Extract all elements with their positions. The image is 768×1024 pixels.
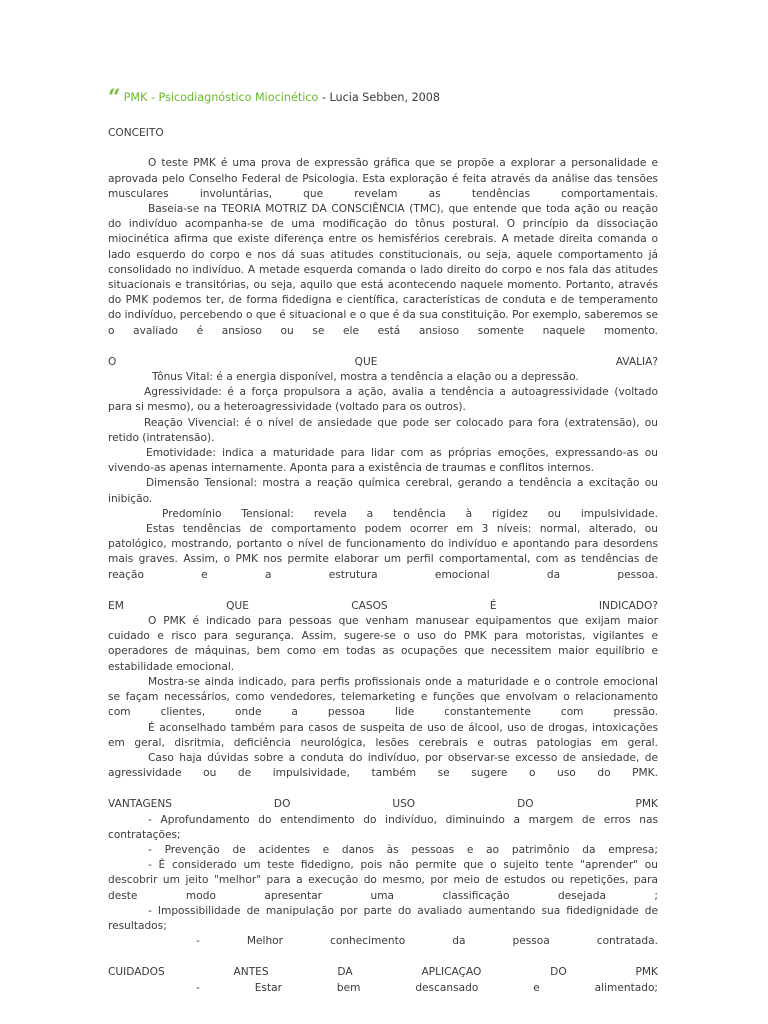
vantagens-item-5: - Melhor conhecimento da pessoa contratada. [196, 935, 658, 948]
heading-o-que-avalia [108, 355, 658, 370]
vantagens-item-1: - Aprofundamento do entendimento do indivíduo, diminuindo a margem de erros nas contratações; [108, 813, 658, 841]
heading-word: O [108, 355, 117, 368]
title-link[interactable]: PMK - Psicodiagnóstico Miocinético [123, 91, 319, 104]
title-author: - Lucia Sebben, 2008 [318, 91, 441, 104]
conceito-paragraph-1: O teste PMK é uma prova de expressão gráfica que se propõe a explorar a personalidade e aprovada pelo Conselho Federal de Psicologia. Esta exploração é feita através da análise das tensões musculares involuntárias, que revelam as tendências comportamentais. [108, 157, 658, 200]
heading-word: ANTES [233, 966, 269, 979]
avalia-dimensao-tensional: Dimensão Tensional: mostra a reação química cerebral, gerando a tendência a excitação ou inibição. [108, 477, 658, 505]
heading-word: DA [337, 966, 353, 979]
heading-word: PMK [635, 966, 658, 979]
cuidados-item-1: - Estar bem descansado e alimentado; [196, 981, 658, 994]
heading-word: QUE [354, 355, 378, 368]
heading-word: DO [273, 798, 291, 811]
heading-vantagens [108, 797, 658, 812]
document-title [108, 85, 658, 111]
heading-word: DO [517, 798, 534, 811]
avalia-emotividade: Emotividade: indica a maturidade para lidar com as próprias emoções, expressando-as ou vivendo-as apenas internamente. Aponta para a existência de traumas e conflitos internos. [108, 447, 658, 475]
heading-word: É [489, 599, 497, 612]
indicado-paragraph-1: O PMK é indicado para pessoas que venham manusear equipamentos que exijam maior cuidado e risco para segurança. Assim, sugere-se o uso do PMK para motoristas, vigilantes e operadores de máquinas, bem como em todas as ocupações que necessitem maior equilíbrio e estabilidade emocional. [108, 615, 658, 673]
indicado-paragraph-2: Mostra-se ainda indicado, para perfis profissionais onde a maturidade e o controle emocional se façam necessários, como vendedores, telemarketing e funções que envolvam o relacionamento com clientes, onde a pessoa lide constantemente com pressão. [108, 675, 658, 719]
heading-cuidados [108, 965, 658, 980]
heading-word: CUIDADOS [108, 966, 165, 979]
heading-word: AVALIA? [615, 355, 658, 368]
heading-word: DO [550, 966, 567, 979]
heading-word: QUE [226, 599, 249, 612]
document-page [108, 86, 658, 996]
heading-conceito: CONCEITO [108, 127, 164, 139]
avalia-agressividade: Agressividade: é a força propulsora a ação, avalia a tendência a autoagressividade (voltado para si mesmo), ou a heteroagressividade (voltado para os outros). [108, 386, 658, 414]
conceito-paragraph-2: Baseia-se na TEORIA MOTRIZ DA CONSCIÊNCIA (TMC), que entende que toda ação ou reação do indivíduo acompanha-se de uma modificação do tônus postural. O princípio da dissociação miocinética afirma que existe diferença entre os hemisférios cerebrais. A metade direita comanda o lado esquerdo do corpo e nos dá suas atitudes constitucionais, ou seja, aquele comportamento já consolidado no indivíduo. A metade esquerda comanda o lado direito do corpo e nos fala das atitudes situacionais e transitórias, ou seja, aquilo que está acontecendo naquele momento. Portanto, através do PMK podemos ter, de forma fidedigna e científica, características de conduta e de temperamento do indivíduo, percebendo o que é situacional e o que é da sua constituição. Por exemplo, saberemos se o avaliado é ansioso ou se ele está ansioso somente naquele momento. [108, 203, 658, 337]
avalia-niveis: Estas tendências de comportamento podem ocorrer em 3 níveis: normal, alterado, ou patológico, mostrando, portanto o nível de funcionamento do indivíduo e apontando para desordens mais graves. Assim, o PMK nos permite elaborar um perfil comportamental, com as tendências de reação e a estrutura emocional da pessoa. [108, 523, 658, 581]
indicado-paragraph-3: É aconselhado também para casos de suspeita de uso de álcool, uso de drogas, intoxicações em geral, disritmia, deficiência neurológica, lesões cerebrais e outras patologias em geral. [108, 721, 658, 749]
indicado-paragraph-4: Caso haja dúvidas sobre a conduta do indivíduo, por observar-se excesso de ansiedade, de agressividade ou de impulsividade, também se sugere o uso do PMK. [108, 751, 658, 780]
vantagens-item-2: - Prevenção de acidentes e danos às pessoas e ao patrimônio da empresa; [148, 843, 658, 856]
heading-word: PMK [635, 798, 658, 811]
vantagens-item-4: - Impossibilidade de manipulação por parte do avaliado aumentando sua fidedignidade de resultados; [108, 904, 658, 932]
heading-indicado [108, 599, 658, 614]
heading-word: INDICADO? [598, 599, 658, 612]
heading-word: CASOS [351, 599, 388, 612]
avalia-tonus-vital: Tônus Vital: é a energia disponível, mostra a tendência a elação ou a depressão. [152, 371, 579, 384]
avalia-reacao-vivencial: Reação Vivencial: é o nível de ansiedade que pode ser colocado para fora (extratensão), ou retido (intratensão). [108, 416, 658, 444]
heading-word: VANTAGENS [108, 798, 173, 811]
heading-word: USO [392, 798, 416, 811]
vantagens-item-3: - É considerado um teste fidedigno, pois não permite que o sujeito tente "aprender" ou descobrir um jeito "melhor" para a execução do mesmo, por meio de estudos ou repetições, para deste modo apresentar uma classificação desejada ; [108, 859, 658, 902]
quote-icon: “ [108, 85, 121, 111]
avalia-predominio-tensional: Predomínio Tensional: revela a tendência à rigidez ou impulsividade. [162, 507, 658, 520]
heading-word: EM [108, 599, 124, 612]
heading-word: APLICAÇAO [421, 966, 482, 979]
